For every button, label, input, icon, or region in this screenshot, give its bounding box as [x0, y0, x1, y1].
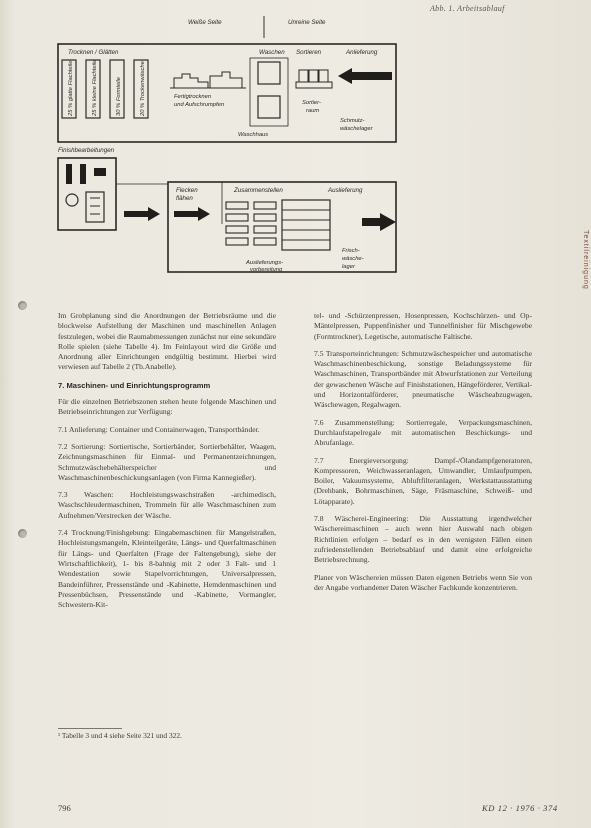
- paragraph-planning: Planer von Wäschereien müssen Daten eigenen Betriebs wenn Sie von der Angabe vorhandener Daten Wäscher Fachkunde konzentrieren.: [314, 572, 532, 592]
- paragraph-7-4: 7.4 Trocknung/Finishgebung: Eingabemaschinen für Mangelstraßen, Hochleistungsmangeln, Kleinteilgeräte, Längs- und Querfaltmaschinen für Längs- und Querfalten (Frage der Faltengebung), siehe der Wirtschaftlichkeit), 1- bis 8-bahnig mit 2 oder 3 Falt- und 1 Wendestation sowie Stapelvorrichtungen, Universalpressen, Bandeinführer, Pressenstände und -Kabinette, Hemdenmaschinen und Pressenbüchsen, Pressenstände und -Kabinette, Vormangler, Schwestern-Kit-: [58, 528, 276, 610]
- footnote: ¹ Tabelle 3 und 4 siehe Seite 321 und 322.: [58, 731, 182, 740]
- sorting-bin-3: [319, 70, 328, 82]
- sorting-table: [296, 82, 332, 88]
- dirty-storage-2: wäschelager: [340, 126, 373, 132]
- label-washing: Waschen: [259, 49, 285, 56]
- sorting-bin-2: [309, 70, 318, 82]
- header-dirty-side: Unreine Seite: [288, 19, 326, 26]
- arrow-incoming-icon: [338, 68, 392, 84]
- workflow-diagram: [56, 14, 526, 276]
- dirty-storage-1: Schmutz-: [340, 118, 365, 124]
- paragraph-7-2: 7.2 Sortierung: Sortiertische, Sortierbänder, Sortierbehälter, Waagen, Zeichnungsmaschinen für Einmal- und Permanentzeichnungen, Schmutzwäschebehälterspeicher und Waschmaschinenbeschickungsanlagen (von Firma Kannegießer).: [58, 441, 276, 482]
- ironing-machine-icon: [174, 74, 208, 88]
- arrow-to-stain-icon: [124, 207, 160, 221]
- dryer-bar-label-1: 25 % glatte Flachteile: [68, 60, 74, 116]
- label-sorting: Sortieren: [296, 49, 322, 56]
- label-fresh-1: Frisch-: [342, 248, 360, 254]
- binder-hole: [18, 529, 27, 538]
- label-delivery-in: Anlieferung: [346, 49, 378, 56]
- paragraph-7-7: 7.7 Energieversorgung: Dampf-/Ölandampfgeneratoren, Kompressoren, Weichwasseranlagen, Umwandler, Umlaufpumpen, Boiler, Vakuumsysteme, Abluftfilteranlagen, Werkstattausstattung (Drehbank, Bohrmaschinen, Säge, Fräsmaschine, Schweiß- und Lötapparate).: [314, 455, 532, 506]
- washhouse-outline: [250, 58, 288, 126]
- label-assembly: Zusammenstellen: [234, 187, 283, 194]
- tunnel-finisher-icon: [66, 194, 78, 206]
- paragraph-7-3: 7.3 Waschen: Hochleistungswaschstraßen -archimedisch, Waschschleudermaschinen, Trommeln für alle Waschmaschinen zum Aufnehmen/Verstrecken der Wäsche.: [58, 490, 276, 520]
- iron-caption-1: Fertigtrocknen: [174, 94, 212, 100]
- sorting-room-2: raum: [306, 108, 320, 114]
- press-icon: [94, 168, 106, 176]
- text-column-right: [314, 311, 532, 600]
- footnote-rule: [58, 728, 122, 729]
- washer-box: [258, 62, 280, 84]
- label-washhouse: Waschhaus: [238, 132, 269, 138]
- page-number: 796: [58, 803, 71, 813]
- header-clean-side: Weiße Seite: [188, 19, 222, 26]
- side-tab-text: Textilreinigung: [582, 230, 589, 290]
- paragraph-section-intro: Für die einzelnen Betriebszonen stehen heute folgende Maschinen und Betriebseinrichtungen zur Verfügung:: [58, 397, 276, 417]
- paragraph-intro: Im Grobplanung sind die Anordnungen der Betriebsräume und die blockweise Aufstellung der Maschinen und maschinellen Anlagen festzulegen, wobei die Raumabmessungen zunächst nur eine sekundäre Rolle spielen (siehe Tabelle 4). Im Feinlayout wird die Größe und Anordnung aller Einrichtungen endgültig bestimmt. Hierbei wird verwiesen auf Tabelle 2 (Tb.Anabelle).: [58, 311, 276, 372]
- sorting-room-1: Sortier-: [302, 100, 321, 106]
- paragraph-7-6: 7.6 Zusammenstellung: Sortierregale, Verpackungsmaschinen, Durchlaufstapelregale mit automatischen Beschickungs- und Abrufanlage.: [314, 417, 532, 448]
- label-prep-2: vorbereitung: [250, 267, 283, 273]
- label-stain-2: flähen: [176, 195, 193, 202]
- figure-reference: Abb. 1. Arbeitsablauf: [430, 4, 505, 13]
- label-drying: Trocknen / Glätten: [68, 49, 119, 56]
- finisher-unit-2: [80, 164, 86, 184]
- label-prep-1: Auslieferungs-: [246, 260, 284, 266]
- assembly-shelves: [226, 202, 276, 245]
- binder-hole: [18, 301, 27, 310]
- label-fresh-3: lager: [342, 264, 355, 270]
- paragraph-7-8: 7.8 Wäscherei-Engineering: Die Ausstattung irgendwelcher Wäschereimaschinen – auch wenn hier Auswahl nach obigen Richtlinien erfolgen – bedarf es in den wenigsten Fällen einen zufriedenstellenden Betriebsablauf und damit eine erfolgreiche Betriebsrechnung.: [314, 514, 532, 565]
- dryer-bar-label-3: 30 % Formteile: [116, 77, 122, 116]
- iron-caption-2: und Aufschrumpfen: [174, 102, 225, 108]
- dryer-bar-label-4: 20 % Trockenwäsche: [140, 61, 146, 116]
- label-stain-1: Flecken: [176, 187, 198, 194]
- fresh-storage-rack: [282, 200, 330, 250]
- label-delivery-out: Auslieferung: [328, 187, 363, 194]
- paragraph-7-1: 7.1 Anlieferung: Container und Containerwagen, Transportbänder.: [58, 424, 260, 434]
- sorting-bin-1: [299, 70, 308, 82]
- finisher-unit: [66, 164, 72, 184]
- paragraph-7-4-continued: tel- und -Schürzenpressen, Hosenpressen, Kochschürzen- und Op-Mäntelpressen, Puppenfinisher und Tunnelfinisher für Mischgewebe (Formtrockner), Legetische, automatische Faltische.: [314, 311, 532, 341]
- journal-reference: KD 12 · 1976 · 374: [482, 803, 558, 813]
- finisher-cabinet: [86, 192, 104, 222]
- label-finishing: Finishbearbeitungen: [58, 147, 115, 154]
- shrink-machine-icon: [210, 72, 242, 88]
- label-fresh-2: wäsche-: [342, 256, 364, 262]
- arrow-outgoing-icon: [362, 213, 396, 231]
- section-heading: 7. Maschinen- und Einrichtungsprogramm: [58, 380, 211, 390]
- paragraph-7-5: 7.5 Transporteinrichtungen: Schmutzwäschespeicher und automatische Waschmaschinenbeschickung, sonstige Beladungssysteme für Waschmaschinen, Transportbänder mit Abwurfstationen zur Verteilung der gewaschenen Wäsche auf Finishstationen, Hängeförderer, Vertikal- und Horizontalförderer, pneumatische Wäscheabzugwagen, Wäschewagen, Regalwagen.: [314, 348, 532, 410]
- washer-box-2: [258, 96, 280, 118]
- text-column-left: [58, 311, 276, 617]
- dryer-bar-label-2: 25 % kleine Flachteile: [92, 59, 98, 116]
- arrow-to-assembly-icon: [174, 207, 210, 221]
